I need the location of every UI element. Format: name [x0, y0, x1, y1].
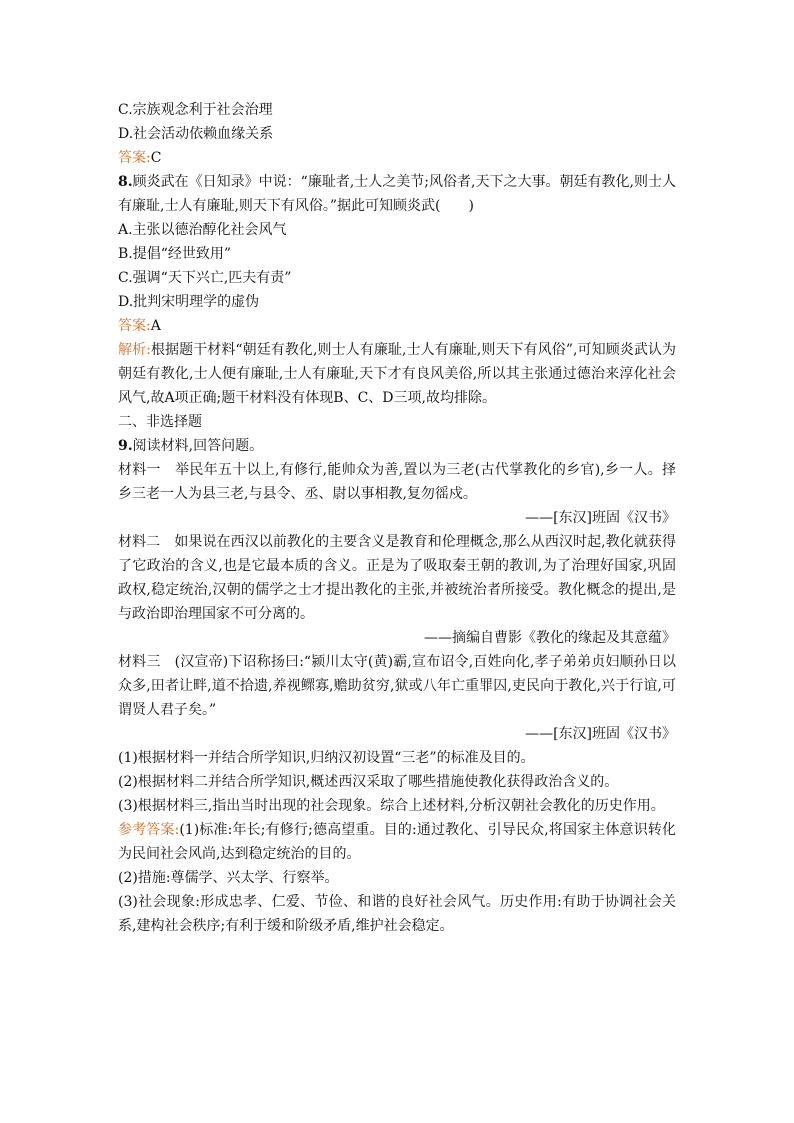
section-title: 二、非选择题	[118, 414, 202, 430]
q7-answer	[118, 146, 676, 170]
q7-option-d: D.社会活动依赖血缘关系	[118, 126, 274, 142]
question-number: 8.	[118, 174, 133, 190]
material-text: 如果说在西汉以前教化的主要含义是教育和伦理概念,那么从西汉时起,教化就获得了它政治的含义,也是它最本质的含义。正是为了吸取秦王朝的教训,为了治理好国家,巩固政权,稳定统治,汉朝的儒学之士才提出教化的主张,并被统治者所接受。教化概念的提出,是与政治即治理国家不可分离的。	[118, 534, 676, 622]
reference-answer-1	[118, 818, 676, 866]
answer-label: 答案:	[118, 150, 151, 166]
q8-answer	[118, 314, 676, 338]
question-text: 顾炎武在《日知录》中说：“廉耻者,士人之美节;风俗者,天下之大事。朝廷有教化,则士人有廉耻,士人有廉耻,则天下有风俗。”据此可知顾炎武( )	[118, 174, 676, 214]
question-number: 9.	[118, 438, 133, 454]
material-1	[118, 458, 676, 506]
reference-label: 参考答案:	[118, 822, 180, 838]
material-3	[118, 650, 676, 722]
material-label: 材料三	[118, 654, 161, 670]
answer-value: A	[150, 318, 161, 334]
sub-question-3: (3)根据材料三,指出当时出现的社会现象。综合上述材料,分析汉朝社会教化的历史作用。	[118, 798, 665, 814]
material-text: 举民年五十以上,有修行,能帅众为善,置以为三老(古代掌教化的乡官),乡一人。择乡三老一人为县三老,与县令、丞、尉以事相教,复勿徭戍。	[118, 462, 676, 502]
q8-option-a: A.主张以德治醇化社会风气	[118, 222, 287, 238]
reference-answer-3: (3)社会现象:形成忠孝、仁爱、节俭、和谐的良好社会风气。历史作用:有助于协调社会关系,建构社会秩序;有利于缓和阶级矛盾,维护社会稳定。	[118, 894, 676, 934]
material-3-source: ——[东汉]班固《汉书》	[525, 726, 676, 742]
material-text: (汉宣帝)下诏称扬曰:“颍川太守(黄)霸,宣布诏令,百姓向化,孝子弟弟贞妇顺孙日以众多,田者让畔,道不拾遗,养视鳏寡,赡助贫穷,狱或八年亡重罪囚,吏民向于教化,兴于行谊,可谓贤人君子矣。”	[118, 654, 677, 718]
material-1-source: ——[东汉]班固《汉书》	[525, 510, 676, 526]
page-content	[118, 98, 676, 938]
question-text: 阅读材料,回答问题。	[132, 438, 264, 454]
reference-text: (1)标准:年长;有修行;德高望重。目的:通过教化、引导民众,将国家主体意识转化为民间社会风尚,达到稳定统治的目的。	[118, 822, 677, 862]
reference-answer-2: (2)措施:尊儒学、兴太学、行察举。	[118, 870, 339, 886]
answer-value: C	[150, 150, 162, 166]
sub-question-1: (1)根据材料一并结合所学知识,归纳汉初设置“三老”的标准及目的。	[118, 750, 535, 766]
q8-option-c: C.强调“天下兴亡,匹夫有责”	[118, 270, 292, 286]
q8-option-d: D.批判宋明理学的虚伪	[118, 294, 260, 310]
sub-question-2: (2)根据材料二并结合所学知识,概述西汉采取了哪些措施使教化获得政治含义的。	[118, 774, 619, 790]
q8-stem	[118, 170, 676, 218]
material-2-source: ——摘编自曹影《教化的缘起及其意蕴》	[424, 630, 676, 646]
analysis-label: 解析:	[118, 342, 151, 358]
q9-stem	[118, 434, 676, 458]
analysis-text: 根据题干材料“朝廷有教化,则士人有廉耻,士人有廉耻,则天下有风俗”,可知顾炎武认为朝廷有教化,士人便有廉耻,士人有廉耻,天下才有良风美俗,所以其主张通过德治来淳化社会风气,故A项正确;题干材料没有体现B、C、D三项,故均排除。	[118, 342, 676, 406]
material-label: 材料二	[118, 534, 161, 550]
material-2	[118, 530, 676, 626]
answer-label: 答案:	[118, 318, 151, 334]
q8-option-b: B.提倡“经世致用”	[118, 246, 232, 262]
q8-analysis	[118, 338, 676, 410]
q7-option-c: C.宗族观念利于社会治理	[118, 102, 273, 118]
material-label: 材料一	[118, 462, 161, 478]
